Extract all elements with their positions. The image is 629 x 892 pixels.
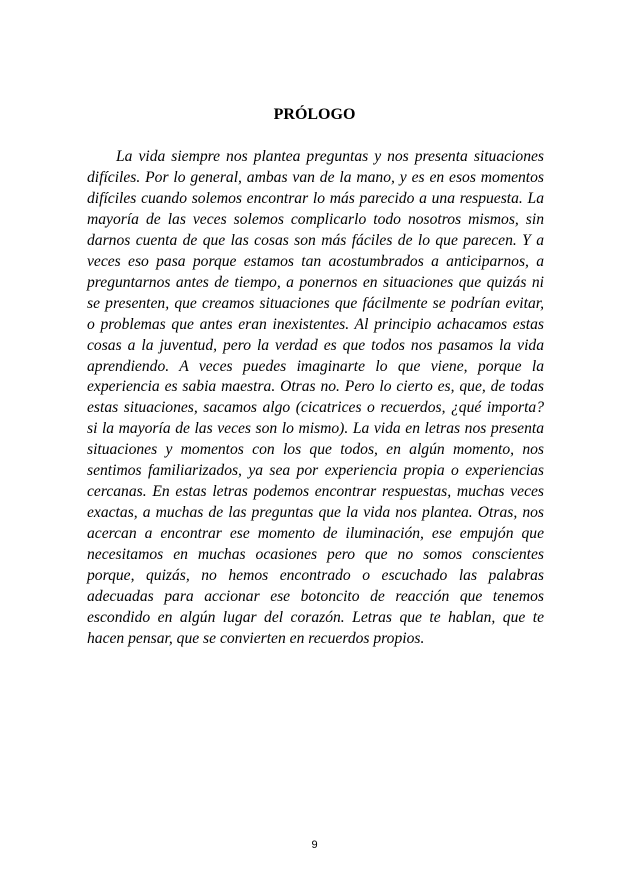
- page-number: 9: [311, 839, 318, 851]
- body-paragraph: La vida siempre nos plantea preguntas y nos presenta situaciones difíciles. Por lo general, ambas van de la mano, y es en esos momentos difíciles cuando solemos encontrar lo más parecido a una respuesta. La mayoría de las veces solemos complicarlo todo nosotros mismos, sin darnos cuenta de que las cosas son más fáciles de lo que parecen. Y a veces eso pasa porque estamos tan acostumbrados a anticiparnos, a preguntarnos antes de tiempo, a ponernos en situaciones que quizás ni se presenten, que creamos situaciones que fácilmente se podrían evitar, o problemas que antes eran inexistentes. Al principio achacamos estas cosas a la juventud, pero la verdad es que todos nos pasamos la vida aprendiendo. A veces puedes imaginarte lo que viene, porque la experiencia es sabia maestra. Otras no. Pero lo cierto es, que, de todas estas situaciones, sacamos algo (cicatrices o recuerdos, ¿qué importa? si la mayoría de las veces son lo mismo). La vida en letras nos presenta situaciones y momentos con los que todos, en algún momento, nos sentimos familiarizados, ya sea por experiencia propia o experiencias cercanas. En estas letras podemos encontrar respuestas, muchas veces exactas, a muchas de las preguntas que la vida nos plantea. Otras, nos acercan a encontrar ese momento de iluminación, ese empujón que necesitamos en muchas ocasiones pero que no somos conscientes porque, quizás, no hemos encontrado o escuchado las palabras adecuadas para accionar ese botoncito de reacción que tenemos escondido en algún lugar del corazón. Letras que te hablan, que te hacen pensar, que se convierten en recuerdos propios.: [87, 148, 544, 647]
- page-title: PRÓLOGO: [273, 106, 356, 123]
